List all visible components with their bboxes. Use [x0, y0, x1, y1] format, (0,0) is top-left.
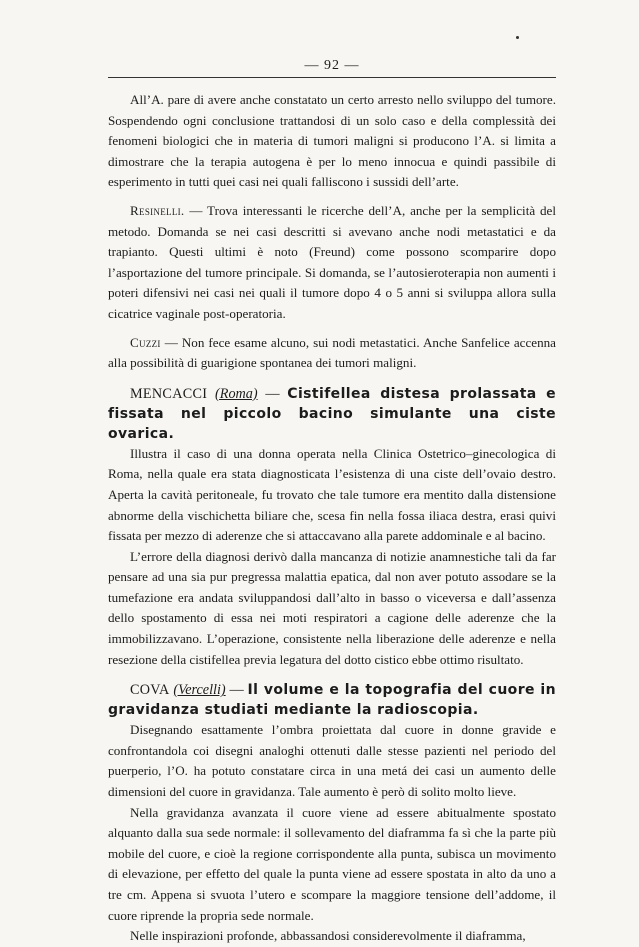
paragraph-cuzzi: [108, 333, 556, 374]
heading-dash: —: [257, 385, 288, 402]
paragraph-8: Nelle inspirazioni profonde, abbassandosi considerevolmente il diaframma,: [130, 928, 526, 944]
paragraph-text: — Trova interessanti le ricerche dell’A, anche per la semplicità del metodo. Domanda se nei casi descritti si avevano anche nodi metastatici e da trapianto. Questi ultimi è noto (Freund) come possono scomparire dopo l’asportazione del tumore principale. Si domanda, se l’autosieroterapia non aumenti i poteri difensivi nei casi nei quali il tumore dopo 4 o 5 anni si sviluppa allora sulla cicatrice vaginale post-operatoria.: [108, 202, 556, 321]
author-place: (Roma): [215, 385, 258, 402]
author-name: COVA: [130, 682, 170, 699]
paragraph-5: L’errore della diagnosi derivò dalla mancanza di notizie anamnestiche tali da far pensare ad una sia pur pregressa malattia epatica, dal non aver potuto assodare se la tumefazione era andata sviluppandosi dall’alto in basso o viceversa e dall’assenza dello spostamento di essa nei moti respiratori a cagione delle aderenze che la immobilizzavano. L’operazione, consistente nella liberazione delle aderenze e nella resezione della cistifellea previa legatura del dotto cistico ebbe ottimo risultato.: [108, 548, 556, 667]
section-heading-cova: [108, 680, 556, 720]
speaker-name: Cuzzi: [130, 334, 161, 350]
paragraph-resinelli: [108, 201, 556, 325]
ink-speck: [516, 36, 519, 39]
author-name: MENCACCI: [130, 385, 208, 402]
paragraph-6: Disegnando esattamente l’ombra proiettata dal cuore in donne gravide e confrontandola coi disegni analoghi ottenuti dalle stesse pazienti nel periodo del puerperio, l’O. ha potuto constatare circa in una metá dei casi un aumento delle dimensioni del cuore in gravidanza. Tale aumento è però di solito molto lieve.: [108, 722, 556, 800]
talk-title: Il volume e la topografia del cuore in gravidanza studiati mediante la radioscopia.: [108, 682, 557, 719]
speaker-name: Resinelli.: [130, 202, 185, 218]
paragraph-1: All’A. pare di avere anche constatato un certo arresto nello sviluppo del tumore. Sospendendo ogni conclusione trattandosi di un solo caso e della complessità dei fenomeni biologici che in materia di tumori maligni si producono l’A. si limita a dimostrare che la terapia autogena è per lo meno innocua e quindi passibile di esperimento in tutti quei casi nei quali falliscono i sussidi dell’arte.: [108, 92, 556, 190]
heading-dash: —: [225, 682, 248, 699]
paragraph-7: Nella gravidanza avanzata il cuore viene ad essere abitualmente spostato alquanto dalla sua sede normale: il sollevamento del diaframma fa sì che la parte più mobile del cuore, e cioè la regione corrispondente alla punta, subisca un movimento di elevazione, per effetto del quale la punta viene ad essere spostata in alto da uno a tre cm. Appena si svuota l’utero e scompare la maggiore tensione dell’addome, il cuore riprende la propria sede normale.: [108, 804, 556, 923]
body-text: [108, 90, 556, 947]
talk-title: Cistifellea distesa prolassata e fissata nel piccolo bacino simulante una ciste ovarica.: [108, 385, 557, 442]
page: [108, 58, 556, 947]
author-place: (Vercelli): [173, 682, 226, 699]
paragraph-text: — Non fece esame alcuno, sui nodi metastatici. Anche Sanfelice accenna alla possibilità di guarigione spontanea dei tumori maligni.: [108, 334, 556, 371]
header-rule: [108, 77, 556, 78]
section-heading-mencacci: [108, 384, 556, 444]
page-number: — 92 —: [304, 58, 360, 73]
paragraph-4: Illustra il caso di una donna operata nella Clinica Ostetrico–ginecologica di Roma, nella quale era stata diagnosticata l’esistenza di una ciste dell’ovaio destro. Aperta la cavità peritoneale, fu trovato che tale tumore era mentito dalla distensione abnorme della vischichetta biliare che, scesa fin nella fossa iliaca destra, erasi quivi fissata per mezzo di aderenze che si attaccavano alla parete addominale e al bacino.: [108, 445, 556, 544]
